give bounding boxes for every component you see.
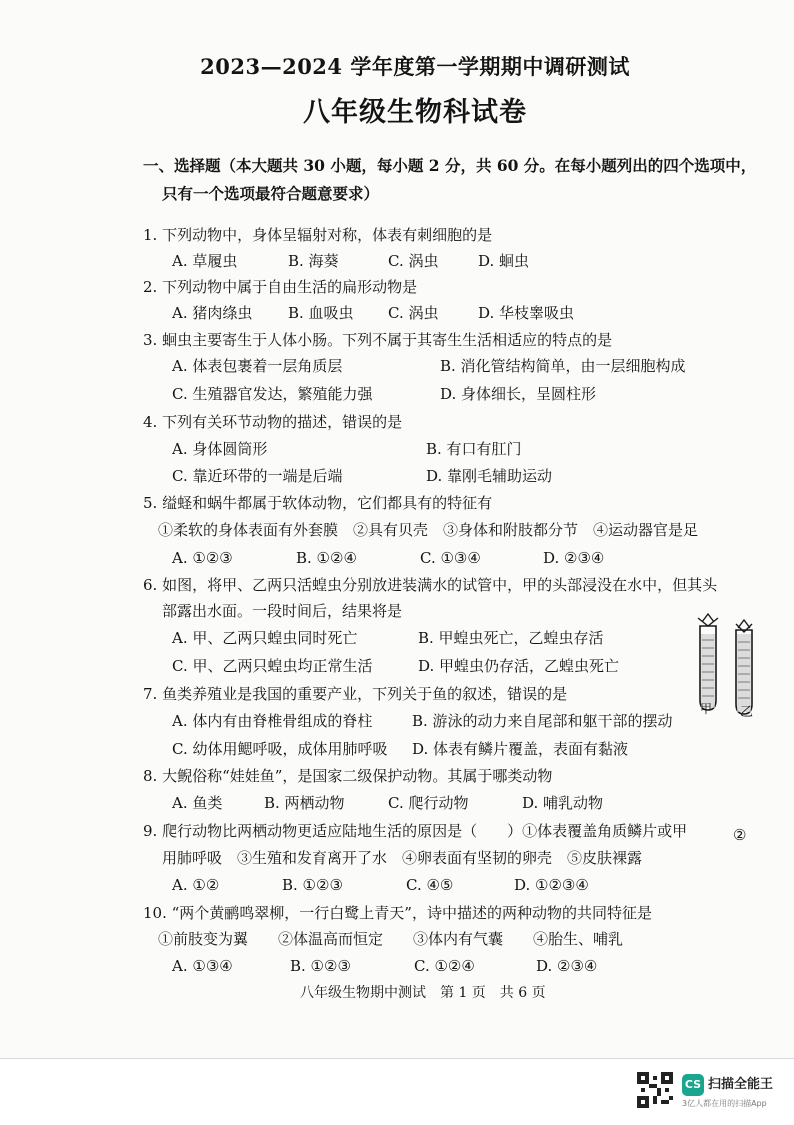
q5-statements: ①柔软的身体表面有外套膜 ②具有贝壳 ③身体和附肢都分节 ④运动器官是足: [158, 521, 699, 539]
q6-option-d: D. 甲蝗虫仍存活，乙蝗虫死亡: [418, 657, 620, 675]
q10-statements: ①前肢变为翼 ②体温高而恒定 ③体内有气囊 ④胎生、哺乳: [158, 930, 624, 948]
q5-option-d: D. ②③④: [543, 549, 605, 567]
q2-option-a: A. 猪肉绦虫: [172, 304, 253, 322]
q5-option-b: B. ①②④: [296, 549, 357, 567]
page-footer: 八年级生物期中测试 第 1 页 共 6 页: [300, 985, 546, 1001]
section-heading: 一、选择题（本大题共 30 小题，每小题 2 分，共 60 分。在每小题列出的四个选项中，: [143, 156, 757, 175]
q2-option-b: B. 血吸虫: [288, 304, 354, 322]
q7-option-d: D. 体表有鳞片覆盖，表面有黏液: [412, 740, 629, 758]
q6-option-a: A. 甲、乙两只蝗虫同时死亡: [172, 629, 358, 647]
q7-option-b: B. 游泳的动力来自尾部和躯干部的摆动: [412, 712, 673, 730]
q6-option-c: C. 甲、乙两只蝗虫均正常生活: [172, 657, 373, 675]
q3-option-a: A. 体表包裹着一层角质层: [172, 357, 343, 375]
question-2-stem: 2. 下列动物中属于自由生活的扁形动物是: [143, 278, 418, 296]
tube-yi: [736, 620, 752, 714]
question-9-stem-cont: 用肺呼吸 ③生殖和发育离开了水 ④卵表面有坚韧的卵壳 ⑤皮肤裸露: [162, 849, 643, 867]
camscanner-logo-icon: CS: [682, 1074, 704, 1096]
q7-option-c: C. 幼体用鳃呼吸，成体用肺呼吸: [172, 740, 388, 758]
exam-subtitle: 八年级生物科试卷: [303, 97, 527, 128]
watermark-app-name: 扫描全能王: [708, 1077, 774, 1092]
q1-option-b: B. 海葵: [288, 252, 339, 270]
q9-option-b: B. ①②③: [282, 876, 343, 894]
question-4-stem: 4. 下列有关环节动物的描述，错误的是: [143, 413, 403, 431]
question-9-stem: 9. 爬行动物比两栖动物更适应陆地生活的原因是（ ）①体表覆盖角质鳞片或甲: [143, 822, 688, 840]
q8-option-a: A. 鱼类: [172, 794, 223, 812]
q1-option-c: C. 涡虫: [388, 252, 439, 270]
q8-option-b: B. 两栖动物: [264, 794, 345, 812]
qr-code-icon: [637, 1072, 673, 1108]
question-6-stem-cont: 部露出水面。一段时间后，结果将是: [162, 602, 403, 620]
question-8-stem: 8. 大鲵俗称“娃娃鱼”，是国家二级保护动物。其属于哪类动物: [143, 767, 553, 785]
q10-option-b: B. ①②③: [290, 957, 351, 975]
question-1-stem: 1. 下列动物中，身体呈辐射对称，体表有刺细胞的是: [143, 226, 493, 244]
q5-option-a: A. ①②③: [172, 549, 233, 567]
q4-option-a: A. 身体圆筒形: [172, 440, 268, 458]
q10-option-c: C. ①②④: [414, 957, 475, 975]
question-3-stem: 3. 蛔虫主要寄生于人体小肠。下列不属于其寄生生活相适应的特点的是: [143, 331, 613, 349]
q9-option-c: C. ④⑤: [406, 876, 454, 894]
q3-option-b: B. 消化管结构简单，由一层细胞构成: [440, 357, 686, 375]
q6-option-b: B. 甲蝗虫死亡，乙蝗虫存活: [418, 629, 604, 647]
tube-jia: [698, 614, 718, 710]
question-6-stem: 6. 如图，将甲、乙两只活蝗虫分别放进装满水的试管中，甲的头部浸没在水中，但其头: [143, 576, 718, 594]
q10-option-d: D. ②③④: [536, 957, 598, 975]
q3-option-d: D. 身体细长，呈圆柱形: [440, 385, 597, 403]
q10-option-a: A. ①③④: [172, 957, 233, 975]
q4-option-b: B. 有口有肛门: [426, 440, 522, 458]
section-heading-cont: 只有一个选项最符合题意要求）: [162, 184, 380, 203]
q1-option-d: D. 蛔虫: [478, 252, 530, 270]
q9-option-a: A. ①②: [172, 876, 220, 894]
exam-title: 2023—2024 学年度第一学期期中调研测试: [200, 54, 630, 79]
q7-option-a: A. 体内有由脊椎骨组成的脊柱: [172, 712, 373, 730]
q3-option-c: C. 生殖器官发达，繁殖能力强: [172, 385, 373, 403]
q9-option-d: D. ①②③④: [514, 876, 589, 894]
q5-option-c: C. ①③④: [420, 549, 481, 567]
q1-option-a: A. 草履虫: [172, 252, 238, 270]
question-7-stem: 7. 鱼类养殖业是我国的重要产业，下列关于鱼的叙述，错误的是: [143, 685, 568, 703]
q2-option-d: D. 华枝睾吸虫: [478, 304, 575, 322]
question-10-stem: 10. “两个黄鹂鸣翠柳，一行白鹭上青天”，诗中描述的两种动物的共同特征是: [143, 904, 652, 922]
q2-option-c: C. 涡虫: [388, 304, 439, 322]
q8-option-c: C. 爬行动物: [388, 794, 469, 812]
q8-option-d: D. 哺乳动物: [522, 794, 604, 812]
question-5-stem: 5. 缢蛏和蜗牛都属于软体动物，它们都具有的特征有: [143, 494, 493, 512]
figure-label-yi: 乙: [740, 705, 754, 720]
figure-label-jia: 甲: [700, 702, 713, 716]
watermark-tagline: 3亿人都在用的扫描App: [682, 1099, 767, 1108]
margin-mark: ②: [733, 826, 747, 844]
q4-option-d: D. 靠刚毛辅助运动: [426, 467, 553, 485]
q4-option-c: C. 靠近环带的一端是后端: [172, 467, 343, 485]
